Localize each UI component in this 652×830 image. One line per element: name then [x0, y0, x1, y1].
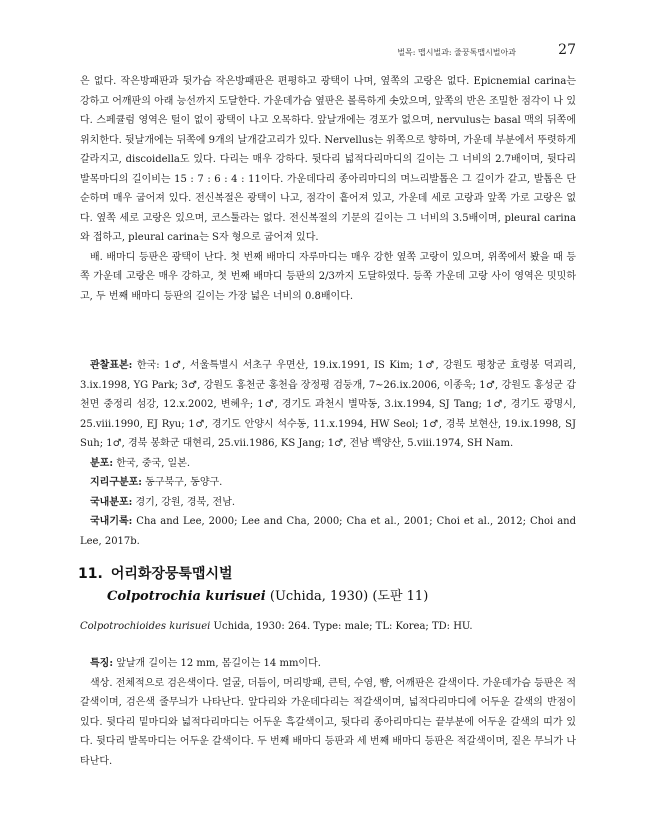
zoogeography-label: 지리구분포:: [90, 477, 142, 488]
description-paragraph: 은 없다. 작은방패판과 뒷가슴 작은방패판은 편평하고 광택이 나며, 옆쪽의 고랑은 없다. Epicnemial carina는 강하고 어깨판의 아래 능선까지 도달한다. 가운데가슴 옆판은 볼록하게 솟았으며, 앞쪽의 반은 조밀한 점각이 나 있다. 스페큘럼 영역은 털이 없이 광택이 나고 오목하다. 앞날개에는 경포가 없으며, nervulus는 basal 맥의 뒤쪽에 위치한다. 뒷날개에는 뒤쪽에 9개의 날개갈고리가 있다. Nervellus는 위쪽으로 향하며, 가운데 부분에서 뚜렷하게 갈라지고, discoidella도 있다. 다리는 매우 강하다. 뒷다리 넓적다리마디의 길이는 그 너비의 2.7배이며, 뒷다리 발목마디의 길이비는 15 : 7 : 6 : 4 : 11이다. 가운데다리 종아리마디의 며느리발톱은 그 길이가 같고, 발톱은 단순하며 매우 굽어져 있다. 전신복절은 광택이 나고, 점각이 흩어져 있고, 가운데 세로 고랑과 앞쪽 가로 고랑은 없다. 옆쪽 세로 고랑은 있으며, 코스툴라는 없다. 전신복절의 기문의 길이는 그 너비의 3.5배이며, pleural carina와 접하고, pleural carina는 S자 형으로 굽어져 있다.: [80, 76, 576, 243]
records-label: 국내기록:: [90, 516, 133, 527]
page-number: 27: [558, 42, 576, 58]
records-text: Cha and Lee, 2000; Lee and Cha, 2000; Cha et al., 2001; Choi et al., 2012; Choi and Lee, 2017b.: [80, 516, 576, 547]
domestic-label: 국내분포:: [90, 496, 133, 508]
species-scientific-line: [107, 585, 428, 604]
species-scientific-name: Colpotrochia kurisuei: [107, 589, 266, 604]
species-author: (Uchida, 1930): [265, 589, 373, 604]
synonym-name: Colpotrochioides kurisuei: [80, 621, 211, 632]
zoogeography-text: 동구북구, 동양구.: [142, 477, 223, 488]
synonym-line: [80, 621, 473, 632]
specimens-text: 한국: 1♂, 서울특별시 서초구 우면산, 19.ix.1991, IS Kim; 1♂, 강원도 평창군 효령봉 덕괴리, 3.ix.1998, YG Park; 3♂, 강원도 홍천군 홍천읍 장정평 검둥개, 7~26.ix.2006, 이종욱; 1♂, 강원도 홍성군 갑천면 중정리 섬강, 12.x.2002, 변혜우; 1♂, 경기도 과천시 별막동, 3.ix.1994, SJ Tang; 1♂, 경기도 광명시, 25.viii.1990, EJ Ryu; 1♂, 경기도 안양시 석수동, 11.x.1994, HW Seol; 1♂, 경북 보현산, 19.ix.1998, SJ Suh; 1♂, 경북 봉화군 대현리, 25.vii.1986, KS Jang; 1♂, 전남 백양산, 5.viii.1974, SH Nam.: [80, 360, 576, 449]
records-paragraph: [80, 512, 576, 551]
specimen-block: [80, 356, 576, 551]
domestic-paragraph: [80, 493, 576, 513]
diagnosis-label: 특징:: [90, 658, 114, 669]
specimens-label: 관찰표본:: [90, 360, 133, 371]
species-number: 11.: [78, 566, 103, 582]
distribution-paragraph: [80, 454, 576, 474]
running-title: 벌목: 맵시벌과: 줄꿍톡맵시벌아과: [397, 48, 516, 57]
description-block: [80, 72, 576, 306]
species-korean-name: 어리화장뭉툭맵시벌: [110, 566, 233, 582]
distribution-text: 한국, 중국, 일본.: [113, 457, 191, 469]
page-header: [78, 42, 576, 62]
abdomen-paragraph: 배. 배마디 등판은 광택이 난다. 첫 번째 배마디 자루마디는 매우 강한 옆쪽 고랑이 있으며, 위쪽에서 봤을 때 등쪽 가운데 고랑은 매우 강하고, 첫 번째 배마디 등판의 2/3까지 도달하였다. 등쪽 가운데 고랑 사이 영역은 밋밋하고, 두 번째 배마디 등판의 길이는 가장 넓은 너비의 0.8배이다.: [80, 251, 576, 302]
species-heading: [78, 563, 233, 583]
specimens-paragraph: [80, 356, 576, 454]
diagnosis-block: [80, 654, 576, 771]
plate-reference: (도판 11): [372, 589, 429, 604]
zoogeography-paragraph: [80, 473, 576, 493]
domestic-text: 경기, 강원, 경북, 전남.: [132, 496, 236, 508]
diagnosis-paragraph: [80, 654, 576, 674]
synonym-text: Uchida, 1930: 264. Type: male; TL: Korea; TD: HU.: [210, 621, 473, 632]
distribution-label: 분포:: [90, 457, 114, 469]
coloration-paragraph: 색상. 전체적으로 검은색이다. 얼굴, 더듬이, 머리방패, 큰턱, 수염, 뺨, 어깨판은 갈색이다. 가운데가슴 등판은 적갈색이며, 검은색 줄무늬가 나타난다. 앞다리와 가운데다리는 적갈색이며, 넓적다리마디에 어두운 갈색의 반점이 있다. 뒷다리 밑마디와 넓적다리마디는 어두운 흑갈색이고, 뒷다리 종아리마디는 끝부분에 어두운 갈색의 띠가 있다. 뒷다리 발목마디는 어두운 갈색이다. 두 번째 배마디 등판과 세 번째 배마디 등판은 적갈색이며, 짙은 무늬가 나타난다.: [80, 677, 576, 767]
diagnosis-text: 앞날개 길이는 12 mm, 몸길이는 14 mm이다.: [113, 658, 321, 669]
